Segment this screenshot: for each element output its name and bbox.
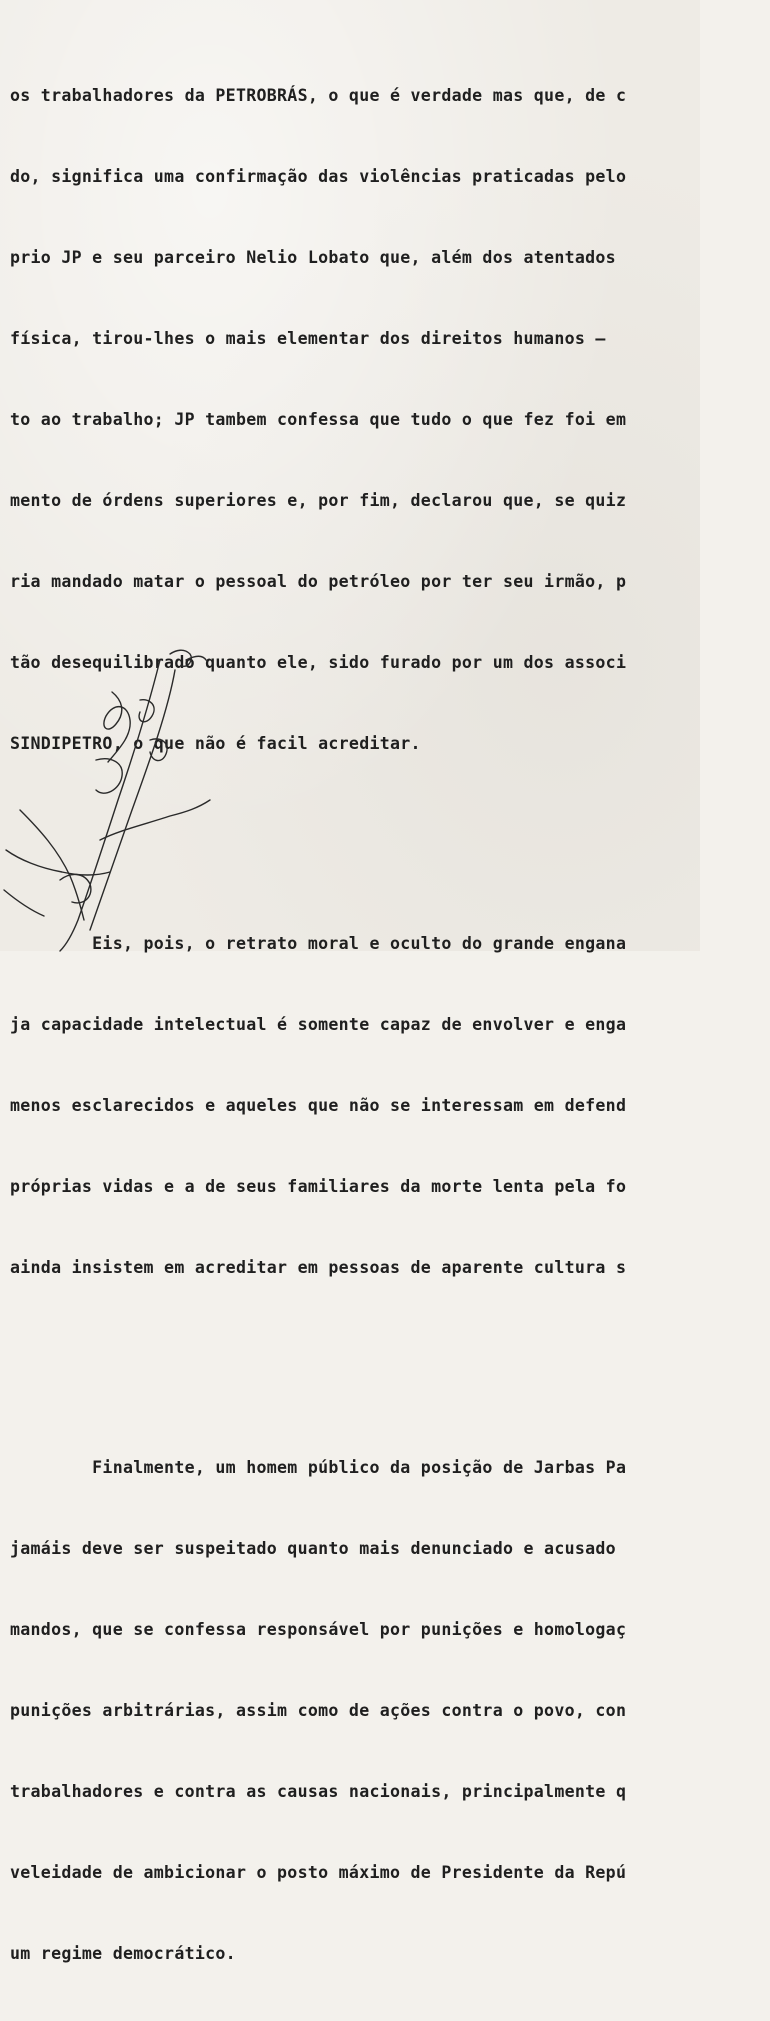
signature-drawing: [0, 640, 230, 951]
text-line: punições arbitrárias, assim como de ações contra o povo, con: [10, 1701, 627, 1720]
text-line: menos esclarecidos e aqueles que não se interessam em defend: [10, 1096, 627, 1115]
text-line: do, significa uma confirmação das violências praticadas pelo: [10, 167, 627, 186]
text-line: mandos, que se confessa responsável por punições e homologaç: [10, 1620, 627, 1639]
text-line: ja capacidade intelectual é somente capaz de envolver e enga: [10, 1015, 627, 1034]
text-line: os trabalhadores da PETROBRÁS, o que é verdade mas que, de c: [10, 86, 627, 105]
text-line: jamáis deve ser suspeitado quanto mais denunciado e acusado: [10, 1539, 616, 1558]
text-line: ainda insistem em acreditar em pessoas de aparente cultura s: [10, 1258, 627, 1277]
text-line: tão desequilibrado quanto ele, sido furado por um dos associ: [10, 653, 627, 672]
text-line: SINDIPETRO, o que não é facil acreditar.: [10, 734, 421, 753]
text-line: prio JP e seu parceiro Nelio Lobato que, além dos atentados: [10, 248, 616, 267]
text-line: Eis, pois, o retrato moral e oculto do grande engana: [10, 934, 627, 953]
text-line: física, tirou-lhes o mais elementar dos direitos humanos —: [10, 329, 606, 348]
text-line: próprias vidas e a de seus familiares da morte lenta pela fo: [10, 1177, 627, 1196]
text-line: ria mandado matar o pessoal do petróleo por ter seu irmão, p: [10, 572, 627, 591]
text-line: mento de órdens superiores e, por fim, declarou que, se quiz: [10, 491, 627, 510]
text-line: um regime democrático.: [10, 1944, 236, 1963]
text-line: Finalmente, um homem público da posição de Jarbas Pa: [10, 1458, 627, 1477]
text-line: trabalhadores e contra as causas nacionais, principalmente q: [10, 1782, 627, 1801]
document-body: [10, 1, 770, 2021]
paragraph-gap: [10, 1335, 770, 1346]
text-line: veleidade de ambicionar o posto máximo de Presidente da Repú: [10, 1863, 627, 1882]
text-line: to ao trabalho; JP tambem confessa que tudo o que fez foi em: [10, 410, 627, 429]
handwritten-signature: [0, 640, 230, 951]
